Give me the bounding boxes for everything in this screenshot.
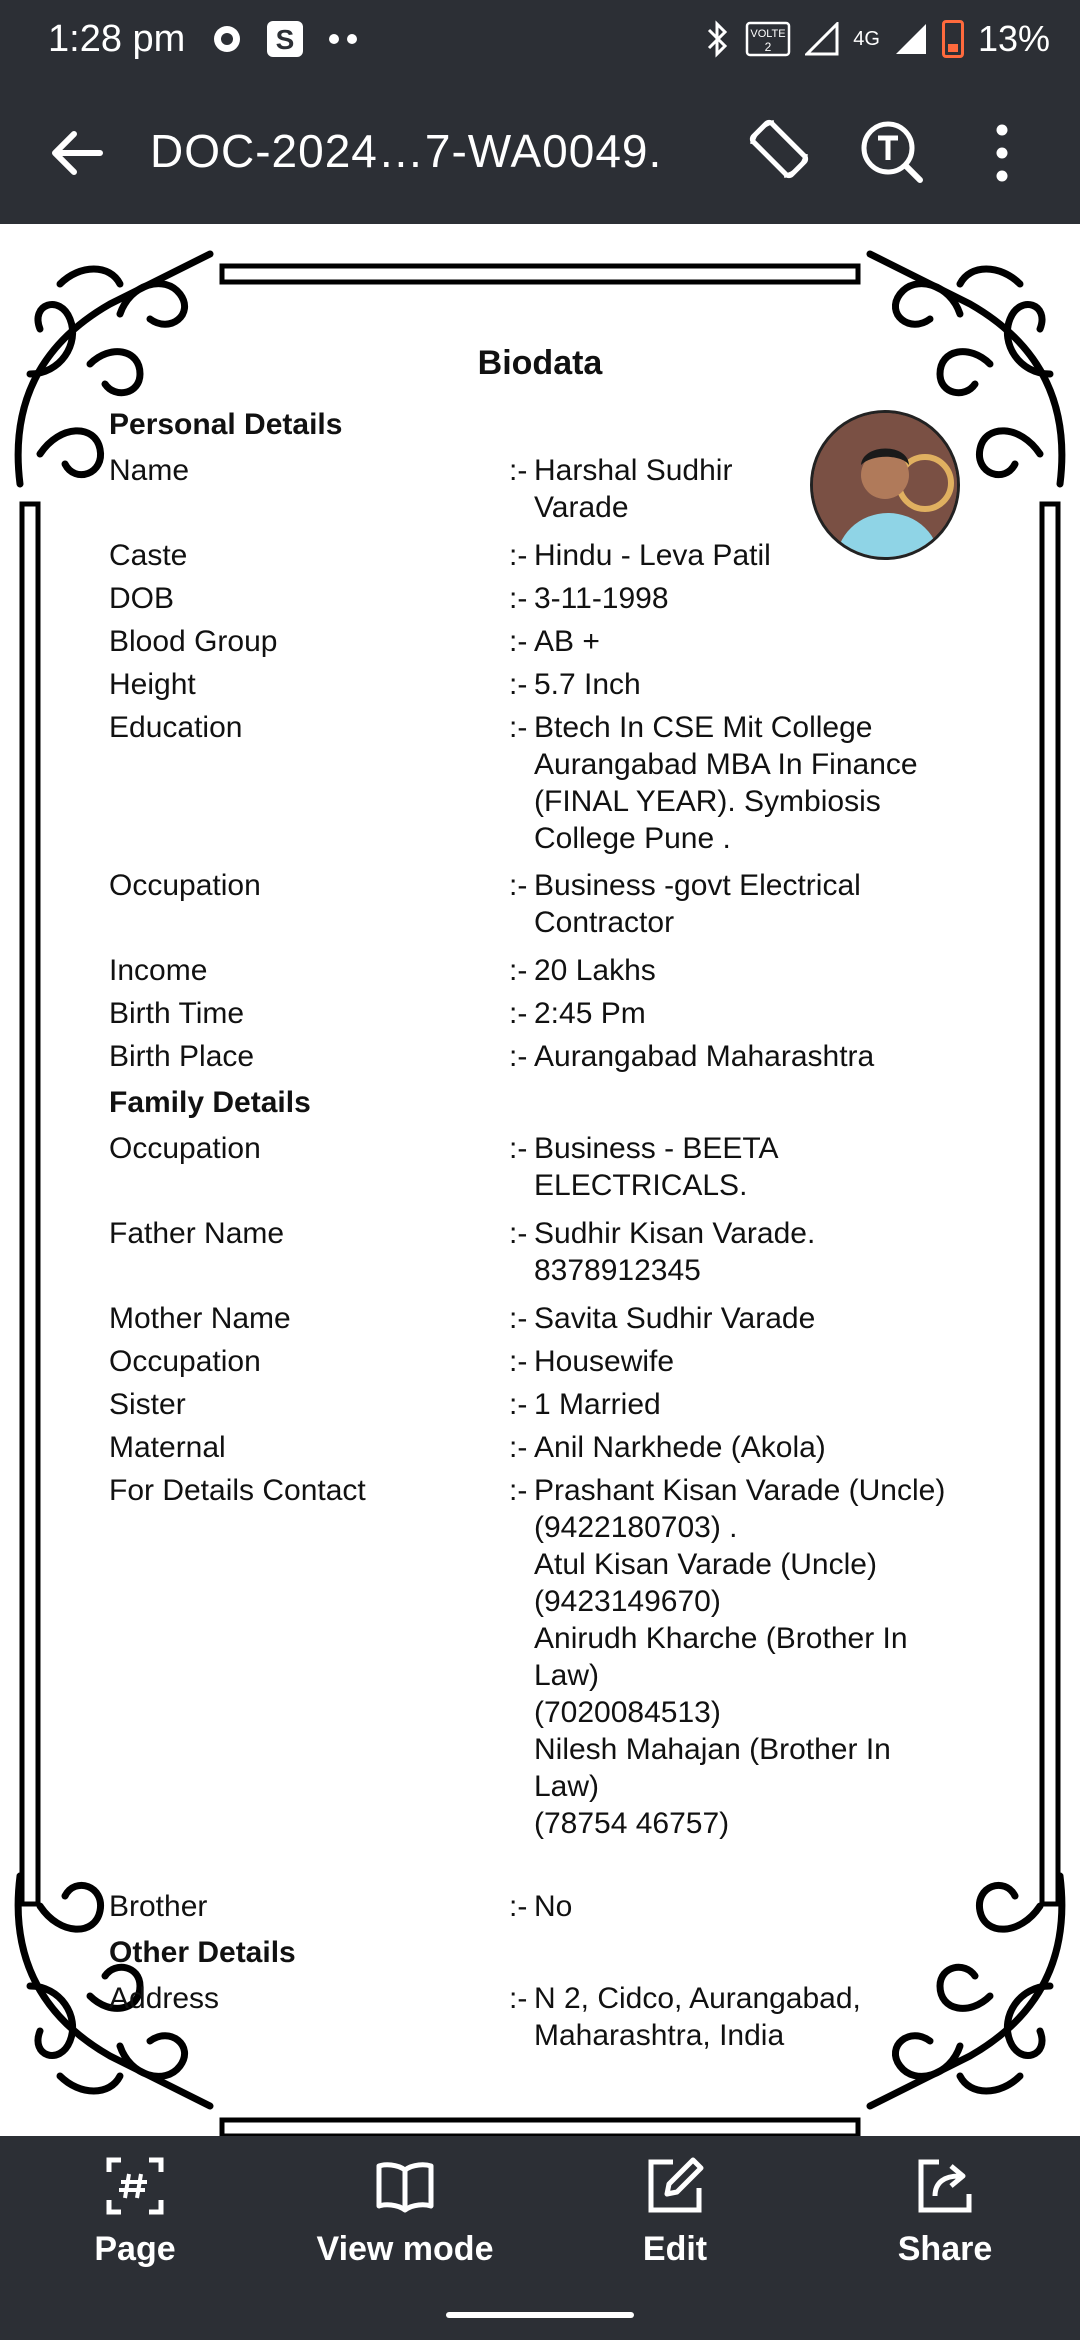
row-value: 20 Lakhs <box>534 954 656 987</box>
row-value: Business -govt Electrical Contractor <box>534 869 861 939</box>
edit-icon <box>645 2156 705 2216</box>
row-value: 2:45 Pm <box>534 997 646 1030</box>
row-label: Caste <box>109 539 188 572</box>
row-separator: :- <box>509 1040 528 1073</box>
row-value: Hindu - Leva Patil <box>534 539 771 572</box>
row-label: Maternal <box>109 1431 226 1464</box>
row-label: Height <box>109 668 196 701</box>
row-value: Anil Narkhede (Akola) <box>534 1431 826 1464</box>
home-indicator[interactable] <box>446 2312 634 2318</box>
row-value: Housewife <box>534 1345 675 1378</box>
row-label: Brother <box>109 1890 208 1923</box>
view-mode-button[interactable] <box>295 2156 515 2269</box>
row-separator: :- <box>509 454 528 487</box>
more-vert-icon[interactable] <box>980 118 1024 188</box>
signal-icon-2 <box>894 22 928 56</box>
row-label: Mother Name <box>109 1302 291 1335</box>
row-label: Sister <box>109 1388 186 1421</box>
row-label: Income <box>109 954 208 987</box>
row-value: 3-11-1998 <box>534 582 669 615</box>
row-label: Occupation <box>109 869 261 902</box>
row-value: Prashant Kisan Varade (Uncle) (9422180703) . Atul Kisan Varade (Uncle) (9423149670) Anirudh Kharche (Brother In Law) (7020084513) Nilesh Mahajan (Brother In Law) (78754 46757) <box>534 1474 946 1840</box>
row-separator: :- <box>509 1474 528 1507</box>
row-label: Education <box>109 711 243 744</box>
row-value: AB + <box>534 625 600 658</box>
section-title-personal: Personal Details <box>109 408 343 441</box>
row-label: For Details Contact <box>109 1474 366 1507</box>
row-value: 5.7 Inch <box>534 668 641 701</box>
row-separator: :- <box>509 668 528 701</box>
row-label: Birth Time <box>109 997 245 1030</box>
s-app-icon <box>266 20 304 58</box>
svg-text:2: 2 <box>764 40 772 54</box>
row-separator: :- <box>509 1431 528 1464</box>
row-value: No <box>534 1890 573 1923</box>
status-bar <box>0 0 1080 84</box>
row-separator: :- <box>509 997 528 1030</box>
network-type: 4G <box>853 27 880 50</box>
svg-text:VOLTE: VOLTE <box>750 28 786 40</box>
row-label: Occupation <box>109 1345 261 1378</box>
edit-button[interactable] <box>565 2156 785 2269</box>
page-scan-icon <box>105 2156 165 2216</box>
share-button[interactable] <box>835 2156 1055 2269</box>
svg-text:S: S <box>275 24 295 55</box>
row-label: DOB <box>109 582 175 615</box>
row-separator: :- <box>509 1302 528 1335</box>
row-separator: :- <box>509 711 528 744</box>
more-dots-icon <box>326 31 360 47</box>
rotate-icon[interactable] <box>744 114 814 184</box>
signal-icon <box>805 22 839 56</box>
row-separator: :- <box>509 954 528 987</box>
section-title-family: Family Details <box>109 1086 311 1119</box>
status-notification-icons <box>210 20 360 58</box>
volte-icon <box>745 20 791 58</box>
row-value: Business - BEETA ELECTRICALS. <box>534 1132 779 1202</box>
bluetooth-icon <box>705 20 731 58</box>
back-arrow-icon[interactable] <box>44 120 110 186</box>
row-value: Harshal Sudhir Varade <box>534 454 733 524</box>
share-icon <box>915 2156 975 2216</box>
row-label: Occupation <box>109 1132 261 1165</box>
row-value: Aurangabad Maharashtra <box>534 1040 875 1073</box>
row-separator: :- <box>509 1890 528 1923</box>
translate-icon[interactable] <box>856 116 926 186</box>
page-button[interactable] <box>25 2156 245 2269</box>
row-label: Address <box>109 1982 220 2015</box>
bottom-toolbar <box>0 2136 1080 2340</box>
row-value: N 2, Cidco, Aurangabad, Maharashtra, India <box>534 1982 861 2052</box>
row-separator: :- <box>509 1217 528 1250</box>
row-separator: :- <box>509 582 528 615</box>
row-separator: :- <box>509 869 528 902</box>
battery-icon <box>942 20 964 58</box>
tool-label: Page <box>94 2230 176 2268</box>
status-time: 1:28 pm <box>48 18 186 60</box>
document-page[interactable] <box>0 224 1080 2136</box>
row-label: Name <box>109 454 190 487</box>
row-value: Btech In CSE Mit College Aurangabad MBA In Finance (FINAL YEAR). Symbiosis College Pune . <box>534 711 918 855</box>
app-icon <box>210 22 244 56</box>
row-label: Father Name <box>109 1217 285 1250</box>
row-separator: :- <box>509 625 528 658</box>
row-label: Birth Place <box>109 1040 255 1073</box>
tool-label: Edit <box>642 2230 708 2268</box>
tool-label: View mode <box>316 2230 494 2268</box>
row-separator: :- <box>509 1982 528 2015</box>
battery-percent: 13% <box>977 18 1050 59</box>
row-value: Savita Sudhir Varade <box>534 1302 816 1335</box>
status-system-icons <box>705 18 1050 60</box>
row-separator: :- <box>509 1132 528 1165</box>
document-title: DOC-2024…7-WA0049. <box>150 125 663 177</box>
row-value: 1 Married <box>534 1388 661 1421</box>
row-separator: :- <box>509 1345 528 1378</box>
app-bar <box>0 84 1080 224</box>
row-separator: :- <box>509 1388 528 1421</box>
row-label: Blood Group <box>109 625 278 658</box>
tool-label: Share <box>897 2230 993 2268</box>
section-title-other: Other Details <box>109 1936 296 1969</box>
book-icon <box>375 2156 435 2216</box>
row-separator: :- <box>509 539 528 572</box>
row-value: Sudhir Kisan Varade. 8378912345 <box>534 1217 816 1287</box>
document-heading: Biodata <box>477 344 603 382</box>
